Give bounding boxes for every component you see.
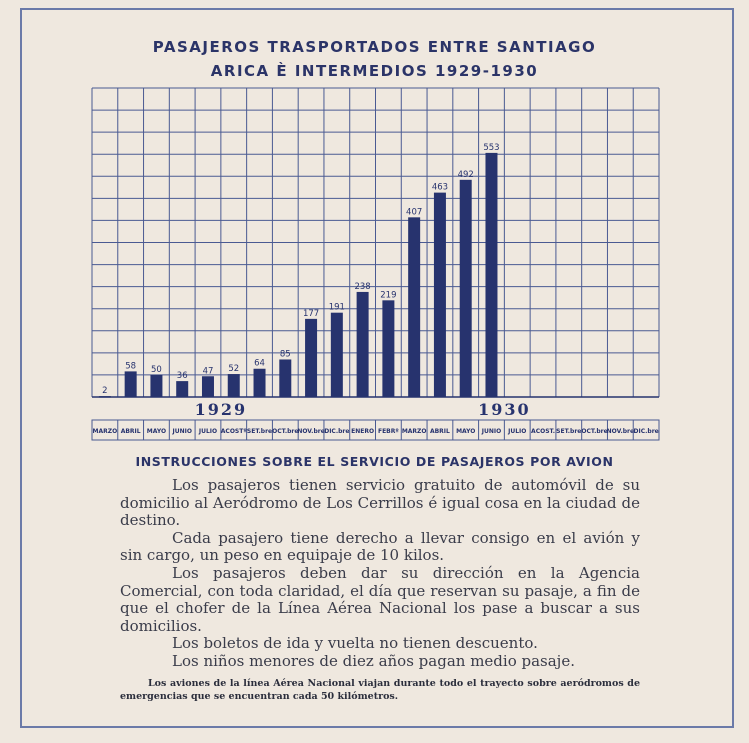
category-label: ABRIL (120, 428, 141, 435)
category-label: MARZO (401, 428, 427, 435)
chart-title-line-1: PASAJEROS TRASPORTADOS ENTRE SANTIAGO (152, 38, 597, 56)
category-label: SET.bre (556, 428, 582, 435)
category-label: JUNIO (481, 428, 502, 435)
year-label: 1929 (194, 400, 248, 419)
category-label: JULIO (508, 428, 527, 435)
footnote-text: Los aviones de la línea Aérea Nacional viajan durante todo el trayecto sobre aeródromos de emergencias que se encuentran cada 50 kilómetros. (120, 678, 640, 702)
category-label: DIC.bre (633, 428, 659, 435)
instruction-paragraph-2: Cada pasajero tiene derecho a llevar consigo en el avión y sin cargo, un peso en equipaje de 10 kilos. (120, 528, 640, 565)
bar (305, 319, 317, 397)
category-label: MAYO (146, 428, 167, 435)
bar (460, 180, 472, 397)
bar (408, 217, 420, 397)
category-label: JUNIO (172, 428, 192, 435)
bar-value-label: 553 (483, 142, 500, 153)
bar (331, 313, 343, 397)
footnote (120, 677, 640, 703)
category-label: MAYO (456, 428, 476, 435)
category-label: OCT.bre (272, 428, 299, 435)
bar (382, 300, 394, 397)
bar (176, 381, 188, 397)
bar-value-label: 177 (302, 308, 320, 319)
category-label: NOV.bre (297, 428, 325, 435)
instruction-paragraph-5: Los niños menores de diez años pagan medio pasaje. (172, 651, 575, 670)
category-label: SET.bre (246, 428, 273, 435)
category-label: JULIO (198, 428, 218, 435)
bar (485, 153, 497, 397)
category-label: NOV.bre (606, 428, 635, 435)
bar (228, 374, 240, 397)
instruction-paragraph-3: Los pasajeros deben dar su dirección en la Agencia Comercial, con toda claridad, el día que reservan su pasaje, a fin de que el chofer de la Línea Aérea Nacional los pase a buscar a sus domicilios. (120, 563, 640, 635)
category-label: ACOST. (531, 428, 555, 435)
category-label: OCT.bre (581, 428, 608, 435)
bar-value-label: 36 (176, 371, 188, 382)
bar-value-label: 47 (202, 366, 214, 377)
bar (254, 369, 266, 397)
bar (99, 396, 111, 398)
category-label: ACOSTº (220, 428, 247, 435)
bar-value-label: 50 (151, 364, 162, 375)
chart-title-line-2: ARICA È INTERMEDIOS 1929-1930 (210, 62, 539, 80)
category-label: FEBRº (377, 428, 399, 435)
bar (202, 376, 214, 397)
bar-value-label: 58 (125, 361, 137, 372)
instructions-body (120, 477, 640, 671)
category-label: DIC.bre (324, 428, 350, 435)
bar (434, 193, 446, 397)
bar (125, 371, 137, 397)
bar-value-label: 463 (431, 182, 449, 193)
bar (150, 375, 162, 397)
instructions-heading: INSTRUCCIONES SOBRE EL SERVICIO DE PASAJEROS POR AVION (135, 454, 614, 469)
category-label: MARZO (92, 428, 118, 435)
bar-value-label: 191 (328, 302, 345, 313)
year-label: 1930 (478, 400, 531, 419)
category-label: ENERO (351, 428, 375, 435)
bar-value-label: 2 (102, 386, 108, 397)
bar-value-label: 64 (254, 358, 265, 369)
bar-value-label: 85 (279, 349, 291, 360)
bar (279, 359, 291, 397)
bar (357, 292, 369, 397)
instruction-paragraph-1: Los pasajeros tienen servicio gratuito de automóvil de su domicilio al Aeródromo de Los Cerrillos é igual cosa en la ciudad de destino. (120, 476, 640, 530)
bar-value-label: 219 (380, 290, 397, 301)
bar-value-label: 492 (457, 169, 474, 180)
bar-value-label: 238 (354, 281, 371, 292)
bar-value-label: 407 (406, 207, 423, 218)
bar-value-label: 52 (228, 364, 240, 375)
category-label: ABRIL (429, 428, 450, 435)
instruction-paragraph-4: Los boletos de ida y vuelta no tienen descuento. (172, 634, 538, 653)
